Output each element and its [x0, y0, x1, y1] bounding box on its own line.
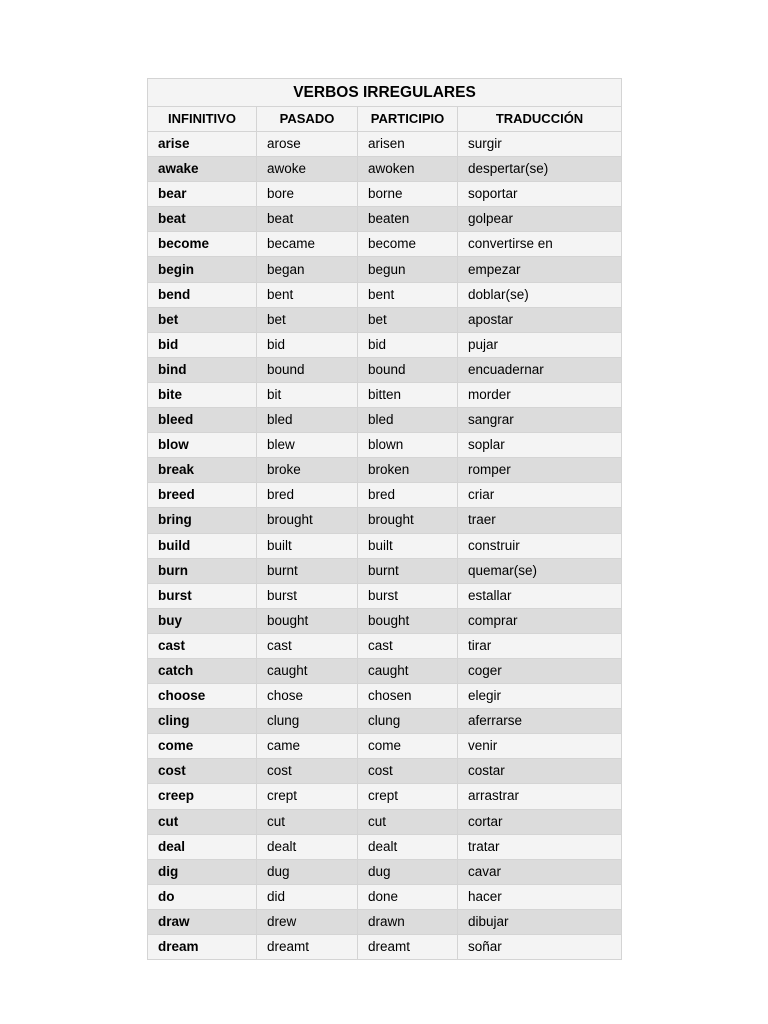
infinitive-cell: bleed — [148, 408, 257, 433]
past-cell: dreamt — [257, 935, 358, 960]
past-cell: bet — [257, 307, 358, 332]
translation-cell: aferrarse — [458, 709, 622, 734]
past-cell: arose — [257, 132, 358, 157]
participle-cell: dealt — [358, 834, 458, 859]
translation-cell: estallar — [458, 583, 622, 608]
translation-cell: tirar — [458, 633, 622, 658]
past-cell: bit — [257, 382, 358, 407]
participle-cell: crept — [358, 784, 458, 809]
table-row — [148, 282, 622, 307]
participle-cell: bound — [358, 357, 458, 382]
infinitive-cell: cost — [148, 759, 257, 784]
past-cell: burnt — [257, 558, 358, 583]
infinitive-cell: cling — [148, 709, 257, 734]
title-row — [148, 79, 622, 107]
table-row — [148, 558, 622, 583]
past-cell: became — [257, 232, 358, 257]
past-cell: broke — [257, 458, 358, 483]
infinitive-cell: bid — [148, 332, 257, 357]
past-cell: dealt — [257, 834, 358, 859]
table-body — [148, 132, 622, 960]
infinitive-cell: awake — [148, 157, 257, 182]
translation-cell: traer — [458, 508, 622, 533]
past-cell: dug — [257, 859, 358, 884]
table-row — [148, 182, 622, 207]
participle-cell: cast — [358, 633, 458, 658]
table-row — [148, 809, 622, 834]
participle-cell: burst — [358, 583, 458, 608]
translation-cell: comprar — [458, 608, 622, 633]
participle-cell: chosen — [358, 684, 458, 709]
table-row — [148, 709, 622, 734]
past-cell: built — [257, 533, 358, 558]
infinitive-cell: bind — [148, 357, 257, 382]
table-row — [148, 408, 622, 433]
past-cell: began — [257, 257, 358, 282]
translation-cell: apostar — [458, 307, 622, 332]
past-cell: cast — [257, 633, 358, 658]
table-row — [148, 784, 622, 809]
translation-cell: pujar — [458, 332, 622, 357]
translation-cell: dibujar — [458, 909, 622, 934]
translation-cell: elegir — [458, 684, 622, 709]
past-cell: clung — [257, 709, 358, 734]
past-cell: cost — [257, 759, 358, 784]
table-row — [148, 583, 622, 608]
past-cell: chose — [257, 684, 358, 709]
past-cell: bent — [257, 282, 358, 307]
participle-cell: bent — [358, 282, 458, 307]
participle-cell: brought — [358, 508, 458, 533]
participle-cell: bled — [358, 408, 458, 433]
participle-cell: begun — [358, 257, 458, 282]
participle-cell: bred — [358, 483, 458, 508]
participle-cell: beaten — [358, 207, 458, 232]
translation-cell: cortar — [458, 809, 622, 834]
participle-cell: become — [358, 232, 458, 257]
infinitive-cell: do — [148, 884, 257, 909]
infinitive-cell: become — [148, 232, 257, 257]
infinitive-cell: bend — [148, 282, 257, 307]
table-row — [148, 834, 622, 859]
infinitive-cell: creep — [148, 784, 257, 809]
translation-cell: convertirse en — [458, 232, 622, 257]
table-row — [148, 157, 622, 182]
infinitive-cell: choose — [148, 684, 257, 709]
table-row — [148, 608, 622, 633]
past-cell: bought — [257, 608, 358, 633]
translation-cell: golpear — [458, 207, 622, 232]
past-cell: burst — [257, 583, 358, 608]
translation-cell: romper — [458, 458, 622, 483]
table-row — [148, 332, 622, 357]
table-row — [148, 458, 622, 483]
translation-cell: tratar — [458, 834, 622, 859]
infinitive-cell: bear — [148, 182, 257, 207]
table-row — [148, 433, 622, 458]
column-header-traduccion: TRADUCCIÓN — [458, 107, 622, 132]
participle-cell: caught — [358, 658, 458, 683]
translation-cell: soñar — [458, 935, 622, 960]
table-row — [148, 935, 622, 960]
translation-cell: empezar — [458, 257, 622, 282]
table-row — [148, 658, 622, 683]
translation-cell: morder — [458, 382, 622, 407]
table-row — [148, 307, 622, 332]
table-row — [148, 232, 622, 257]
table-row — [148, 759, 622, 784]
participle-cell: borne — [358, 182, 458, 207]
translation-cell: arrastrar — [458, 784, 622, 809]
table-row — [148, 533, 622, 558]
past-cell: blew — [257, 433, 358, 458]
participle-cell: dug — [358, 859, 458, 884]
infinitive-cell: cast — [148, 633, 257, 658]
participle-cell: bitten — [358, 382, 458, 407]
table-row — [148, 207, 622, 232]
past-cell: brought — [257, 508, 358, 533]
translation-cell: despertar(se) — [458, 157, 622, 182]
participle-cell: bet — [358, 307, 458, 332]
past-cell: bound — [257, 357, 358, 382]
table-row — [148, 357, 622, 382]
translation-cell: sangrar — [458, 408, 622, 433]
infinitive-cell: burn — [148, 558, 257, 583]
past-cell: bled — [257, 408, 358, 433]
participle-cell: blown — [358, 433, 458, 458]
translation-cell: surgir — [458, 132, 622, 157]
participle-cell: bid — [358, 332, 458, 357]
table-row — [148, 859, 622, 884]
translation-cell: soplar — [458, 433, 622, 458]
table-row — [148, 684, 622, 709]
header-row — [148, 107, 622, 132]
past-cell: awoke — [257, 157, 358, 182]
irregular-verbs-table-container — [147, 78, 621, 960]
infinitive-cell: draw — [148, 909, 257, 934]
past-cell: bid — [257, 332, 358, 357]
participle-cell: dreamt — [358, 935, 458, 960]
table-row — [148, 257, 622, 282]
participle-cell: drawn — [358, 909, 458, 934]
past-cell: crept — [257, 784, 358, 809]
table-row — [148, 909, 622, 934]
participle-cell: awoken — [358, 157, 458, 182]
translation-cell: coger — [458, 658, 622, 683]
infinitive-cell: build — [148, 533, 257, 558]
translation-cell: venir — [458, 734, 622, 759]
table-row — [148, 508, 622, 533]
translation-cell: costar — [458, 759, 622, 784]
translation-cell: doblar(se) — [458, 282, 622, 307]
past-cell: did — [257, 884, 358, 909]
past-cell: bred — [257, 483, 358, 508]
translation-cell: quemar(se) — [458, 558, 622, 583]
participle-cell: built — [358, 533, 458, 558]
participle-cell: broken — [358, 458, 458, 483]
infinitive-cell: beat — [148, 207, 257, 232]
table-row — [148, 132, 622, 157]
past-cell: cut — [257, 809, 358, 834]
infinitive-cell: blow — [148, 433, 257, 458]
translation-cell: construir — [458, 533, 622, 558]
infinitive-cell: dream — [148, 935, 257, 960]
past-cell: caught — [257, 658, 358, 683]
infinitive-cell: buy — [148, 608, 257, 633]
column-header-infinitivo: INFINITIVO — [148, 107, 257, 132]
table-title: VERBOS IRREGULARES — [148, 79, 622, 107]
table-row — [148, 483, 622, 508]
table-row — [148, 633, 622, 658]
past-cell: came — [257, 734, 358, 759]
infinitive-cell: breed — [148, 483, 257, 508]
table-row — [148, 734, 622, 759]
past-cell: bore — [257, 182, 358, 207]
infinitive-cell: break — [148, 458, 257, 483]
translation-cell: criar — [458, 483, 622, 508]
translation-cell: soportar — [458, 182, 622, 207]
infinitive-cell: arise — [148, 132, 257, 157]
participle-cell: clung — [358, 709, 458, 734]
column-header-participio: PARTICIPIO — [358, 107, 458, 132]
translation-cell: encuadernar — [458, 357, 622, 382]
participle-cell: come — [358, 734, 458, 759]
participle-cell: burnt — [358, 558, 458, 583]
infinitive-cell: come — [148, 734, 257, 759]
infinitive-cell: burst — [148, 583, 257, 608]
participle-cell: cut — [358, 809, 458, 834]
past-cell: beat — [257, 207, 358, 232]
participle-cell: done — [358, 884, 458, 909]
table-row — [148, 884, 622, 909]
column-header-pasado: PASADO — [257, 107, 358, 132]
participle-cell: bought — [358, 608, 458, 633]
infinitive-cell: bring — [148, 508, 257, 533]
irregular-verbs-table — [147, 78, 622, 960]
translation-cell: hacer — [458, 884, 622, 909]
infinitive-cell: deal — [148, 834, 257, 859]
infinitive-cell: dig — [148, 859, 257, 884]
past-cell: drew — [257, 909, 358, 934]
infinitive-cell: begin — [148, 257, 257, 282]
infinitive-cell: bet — [148, 307, 257, 332]
translation-cell: cavar — [458, 859, 622, 884]
infinitive-cell: catch — [148, 658, 257, 683]
table-row — [148, 382, 622, 407]
participle-cell: cost — [358, 759, 458, 784]
participle-cell: arisen — [358, 132, 458, 157]
infinitive-cell: cut — [148, 809, 257, 834]
infinitive-cell: bite — [148, 382, 257, 407]
